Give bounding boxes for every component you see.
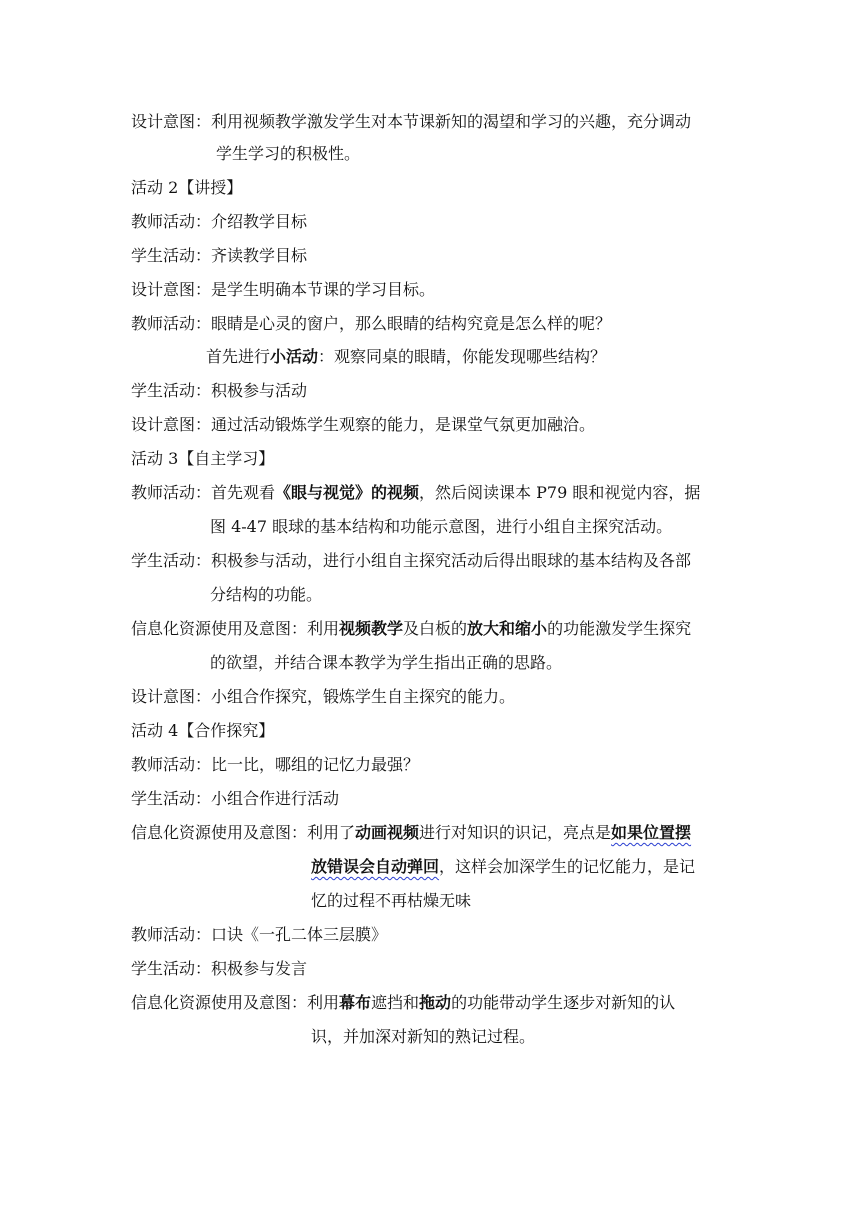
text-line: 识，并加深对新知的熟记过程。	[311, 1027, 536, 1046]
text-line: 放错误会自动弹回，这样会加深学生的记忆能力，是记	[311, 857, 696, 876]
text-line: 信息化资源使用及意图：利用幕布遮挡和拖动的功能带动学生逐步对新知的认	[131, 993, 676, 1012]
bold-text: 动画视频	[355, 823, 420, 842]
wavy-underlined-text: 如果位置摆	[611, 823, 692, 842]
text-line: 学生活动：积极参与活动	[131, 381, 308, 400]
text-line: 教师活动：比一比，哪组的记忆力最强？	[131, 755, 420, 774]
bold-text: 幕布	[339, 993, 372, 1012]
text-line: 设计意图：小组合作探究，锻炼学生自主探究的能力。	[131, 687, 516, 706]
bold-text: 《眼与视觉》的视频	[275, 483, 420, 502]
text-line: 教师活动：口诀《一孔二体三层膜》	[131, 925, 388, 944]
text-line: 学生活动：齐读教学目标	[131, 246, 308, 265]
text-line: 信息化资源使用及意图：利用视频教学及白板的放大和缩小的功能激发学生探究	[131, 619, 692, 638]
text-line: 的欲望，并结合课本教学为学生指出正确的思路。	[210, 653, 563, 672]
text-line: 信息化资源使用及意图：利用了动画视频进行对知识的识记，亮点是如果位置摆	[131, 823, 692, 842]
text-line: 忆的过程不再枯燥无味	[311, 891, 472, 910]
text-line: 设计意图：是学生明确本节课的学习目标。	[131, 280, 436, 299]
text-line: 图 4-47 眼球的基本结构和功能示意图，进行小组自主探究活动。	[210, 517, 673, 536]
text-line: 教师活动：介绍教学目标	[131, 212, 308, 231]
text-line: 教师活动：首先观看《眼与视觉》的视频，然后阅读课本 P79 眼和视觉内容，据	[131, 483, 701, 502]
section-heading: 活动 4【合作探究】	[131, 721, 275, 740]
bold-text: 放大和缩小	[467, 619, 548, 638]
text-line: 学生学习的积极性。	[216, 144, 361, 163]
text-line: 分结构的功能。	[210, 585, 323, 604]
text-line: 设计意图：通过活动锻炼学生观察的能力，是课堂气氛更加融洽。	[131, 415, 596, 434]
section-heading: 活动 2【讲授】	[131, 178, 243, 197]
text-line: 学生活动：小组合作进行活动	[131, 789, 340, 808]
text-line: 学生活动：积极参与发言	[131, 959, 308, 978]
bold-text: 拖动	[419, 993, 452, 1012]
text-line: 学生活动：积极参与活动，进行小组自主探究活动后得出眼球的基本结构及各部	[131, 551, 692, 570]
bold-text: 视频教学	[339, 619, 404, 638]
text-line: 首先进行小活动：观察同桌的眼睛，你能发现哪些结构？	[206, 347, 607, 366]
wavy-underlined-text: 放错误会自动弹回	[311, 857, 440, 876]
text-line: 教师活动：眼睛是心灵的窗户，那么眼睛的结构究竟是怎么样的呢？	[131, 314, 612, 333]
bold-text: 小活动	[270, 347, 319, 366]
text-line: 设计意图：利用视频教学激发学生对本节课新知的渴望和学习的兴趣，充分调动	[131, 112, 692, 131]
section-heading: 活动 3【自主学习】	[131, 449, 275, 468]
